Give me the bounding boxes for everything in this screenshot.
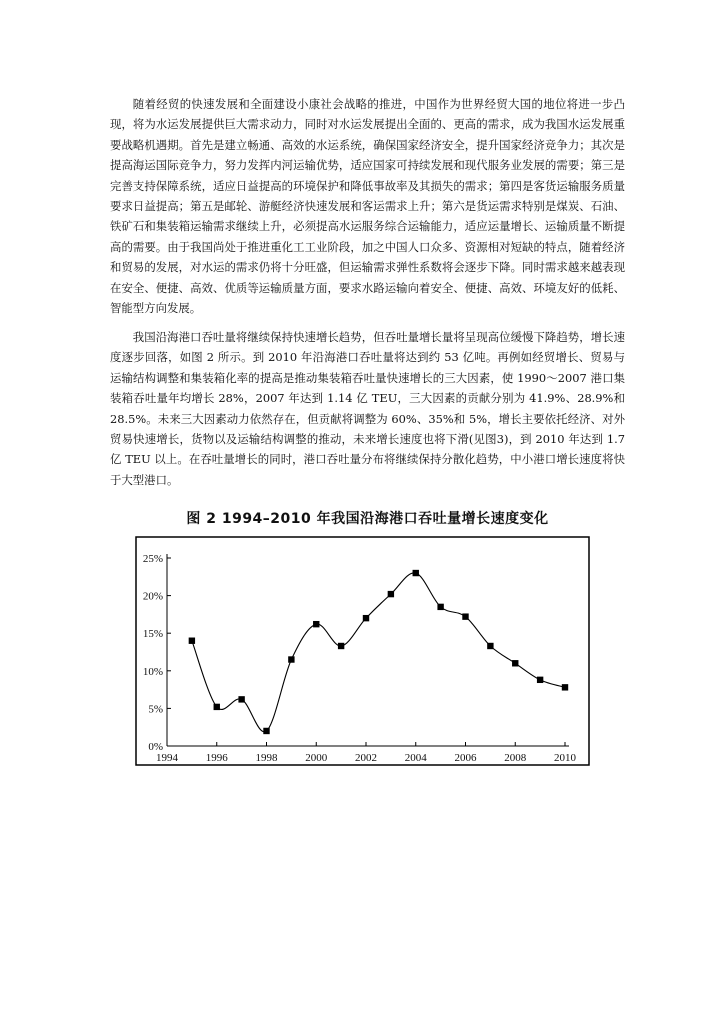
y-tick-label: 10%	[142, 665, 163, 678]
x-tick-label: 2010	[554, 752, 576, 764]
x-tick-label: 2004	[404, 752, 427, 764]
figure-title: 图 2 1994–2010 年我国沿海港口吞吐量增长速度变化	[186, 511, 549, 527]
data-point	[313, 621, 319, 627]
data-point	[338, 643, 344, 649]
paragraph-1: 随着经贸的快速发展和全面建设小康社会战略的推进，中国作为世界经贸大国的地位将进一步凸现，将为水运发展提供巨大需求动力，同时对水运发展提出全面的、更高的需求，成为我国水运发展重要战略机遇期。首先是建立畅通、高效的水运系统，确保国家经济安全，提升国家经济竞争力；其次是提高海运国际竞争力，努力发挥内河运输优势，适应国家可持续发展和现代服务业发展的需要；第三是完善支持保障系统，适应日益提高的环境保护和降低事故率及其损失的需求；第四是客货运输服务质量要求日益提高；第五是邮轮、游艇经济快速发展和客运需求上升；第六是货运需求特别是煤炭、石油、铁矿石和集装箱运输需求继续上升，必须提高水运服务综合运输能力，适应运量增长、运输质量不断提高的需要。由于我国尚处于推进重化工工业阶段，加之中国人口众多、资源相对短缺的特点，随着经济和贸易的发展，对水运的需求仍将十分旺盛，但运输需求弹性系数将会逐步下降。同时需求越来越表现在安全、便捷、高效、优质等运输质量方面，要求水路运输向着安全、便捷、高效、环境友好的低耗、智能型方向发展。	[110, 97, 625, 316]
data-point	[263, 728, 269, 734]
y-tick-label: 15%	[142, 628, 163, 641]
data-point	[562, 684, 568, 690]
data-point	[413, 570, 419, 576]
data-point	[437, 604, 443, 610]
data-point	[388, 591, 394, 597]
paragraph-2: 我国沿海港口吞吐量将继续保持快速增长趋势，但吞吐量增长量将呈现高位缓慢下降趋势，增长速度逐步回落，如图 2 所示。到 2010 年沿海港口吞吐量将达到约 53 亿吨。再例如经贸增长、贸易与运输结构调整和集装箱化率的提高是推动集装箱吞吐量快速增长的三大因素，使 1990～2007 港口集装箱吞吐量年均增长 28%，2007 年达到 1.14 亿 TEU，三大因素的贡献分别为 41.9%、28.9%和 28.5%。未来三大因素动力依然存在，但贡献将调整为 60%、35%和 5%，增长主要依托经济、对外贸易快速增长，货物以及运输结构调整的推动，未来增长速度也将下滑(见图3)，到 2010 年达到 1.7 亿 TEU 以上。在吞吐量增长的同时，港口吞吐量分布将继续保持分散化趋势，中小港口增长速度将快于大型港口。	[110, 330, 625, 487]
data-point	[487, 643, 493, 649]
y-tick-label: 25%	[142, 553, 163, 565]
x-tick-label: 2006	[454, 752, 477, 764]
x-tick-label: 1994	[156, 752, 178, 764]
data-point	[238, 696, 244, 702]
growth-rate-chart	[135, 536, 590, 766]
data-point	[462, 613, 468, 619]
data-point	[288, 656, 294, 662]
data-point	[189, 638, 195, 644]
data-point	[512, 660, 518, 666]
chart-frame	[136, 537, 589, 765]
y-tick-label: 5%	[148, 703, 163, 716]
x-tick-label: 2008	[504, 752, 527, 764]
y-tick-label: 20%	[142, 590, 163, 603]
y-tick-label: 0%	[148, 741, 163, 753]
x-tick-label: 2000	[305, 752, 328, 764]
data-point	[214, 704, 220, 710]
data-point	[363, 615, 369, 621]
chart-container	[135, 536, 590, 766]
x-tick-label: 1998	[255, 752, 278, 764]
data-point	[537, 677, 543, 683]
x-tick-label: 2002	[355, 752, 377, 764]
x-tick-label: 1996	[205, 752, 228, 764]
